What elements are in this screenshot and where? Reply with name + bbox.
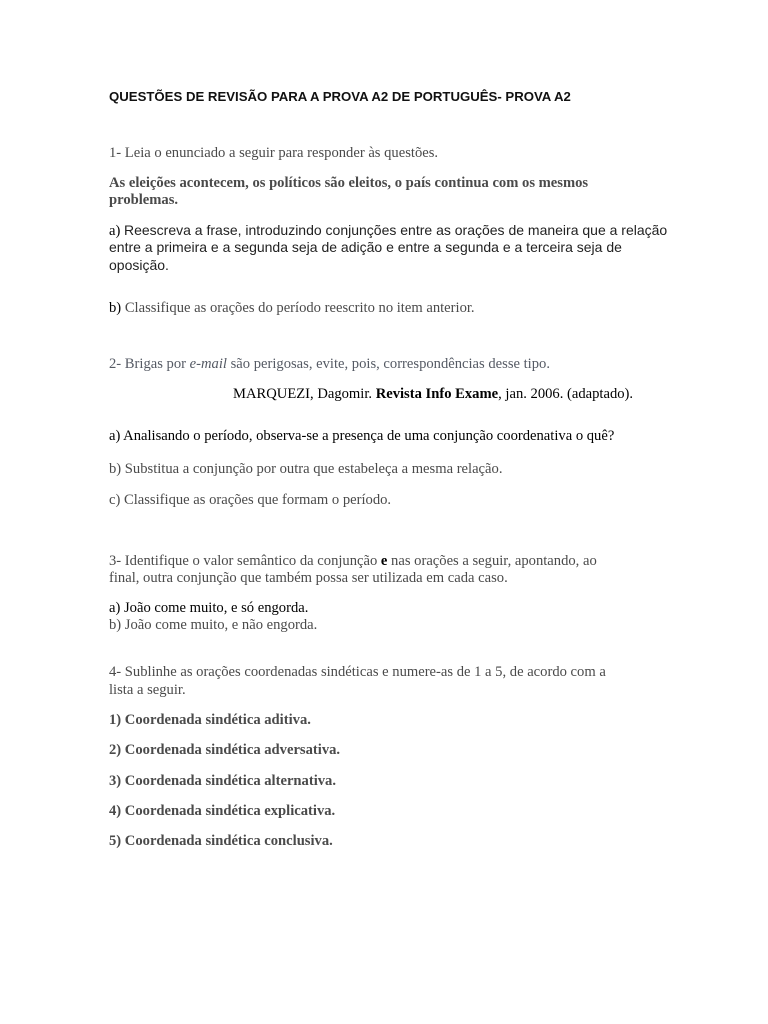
q2-c: c) Classifique as orações que formam o período.: [109, 492, 392, 508]
q3-line1: [109, 553, 597, 570]
q1-intro: 1- Leia o enunciado a seguir para responder às questões.: [109, 145, 439, 161]
q3-conj: e: [380, 553, 388, 569]
q4-item-4: 4) Coordenada sindética explicativa.: [109, 803, 336, 819]
q2-cite-author: MARQUEZI, Dagomir.: [233, 386, 376, 402]
q3-line2: final, outra conjunção que também possa ser utilizada em cada caso.: [109, 570, 508, 586]
q2-citation: [233, 386, 633, 403]
q1-sentence-line1: As eleições acontecem, os políticos são eleitos, o país continua com os mesmos: [109, 175, 589, 191]
q2-statement: [109, 356, 550, 373]
q1-b: [109, 300, 475, 317]
q1-a-label: a): [109, 223, 121, 239]
q3-a: a) João come muito, e só engorda.: [109, 600, 309, 616]
q2-b: b) Substitua a conjunção por outra que estabeleça a mesma relação.: [109, 461, 503, 477]
q4-item-5: 5) Coordenada sindética conclusiva.: [109, 833, 333, 849]
q1-b-text: Classifique as orações do período reescrito no item anterior.: [124, 300, 475, 316]
q1-b-label: b): [109, 300, 122, 316]
q2-cite-rest: , jan. 2006. (adaptado).: [498, 386, 634, 402]
q1-sentence-line2: problemas.: [109, 192, 179, 208]
q3-line1-post: nas orações a seguir, apontando, ao: [387, 553, 597, 569]
q1-a-text-line1: Reescreva a frase, introduzindo conjunções entre as orações de maneira que a relação: [124, 222, 668, 238]
document-title: QUESTÕES DE REVISÃO PARA A PROVA A2 DE PORTUGUÊS- PROVA A2: [109, 89, 571, 104]
q4-line1: 4- Sublinhe as orações coordenadas sindéticas e numere-as de 1 a 5, de acordo com a: [109, 664, 606, 680]
q4-item-3: 3) Coordenada sindética alternativa.: [109, 773, 337, 789]
q2-email: e-mail: [189, 356, 227, 372]
q3-b: b) João come muito, e não engorda.: [109, 617, 318, 633]
q1-a-line3: oposição.: [109, 257, 169, 273]
q2-prefix: 2- Brigas por: [109, 356, 190, 372]
q2-cite-source: Revista Info Exame: [375, 386, 499, 402]
q4-item-1: 1) Coordenada sindética aditiva.: [109, 712, 311, 728]
q1-a-line2: entre a primeira e a segunda seja de adição e entre a segunda e a terceira seja de: [109, 239, 622, 255]
q2-a: a) Analisando o período, observa-se a presença de uma conjunção coordenativa o quê?: [109, 428, 615, 444]
q4-item-2: 2) Coordenada sindética adversativa.: [109, 742, 341, 758]
q4-line2: lista a seguir.: [109, 682, 186, 698]
q3-line1-pre: 3- Identifique o valor semântico da conjunção: [109, 553, 381, 569]
q1-a-line1: [109, 222, 667, 240]
q2-suffix: são perigosas, evite, pois, correspondências desse tipo.: [226, 356, 550, 372]
